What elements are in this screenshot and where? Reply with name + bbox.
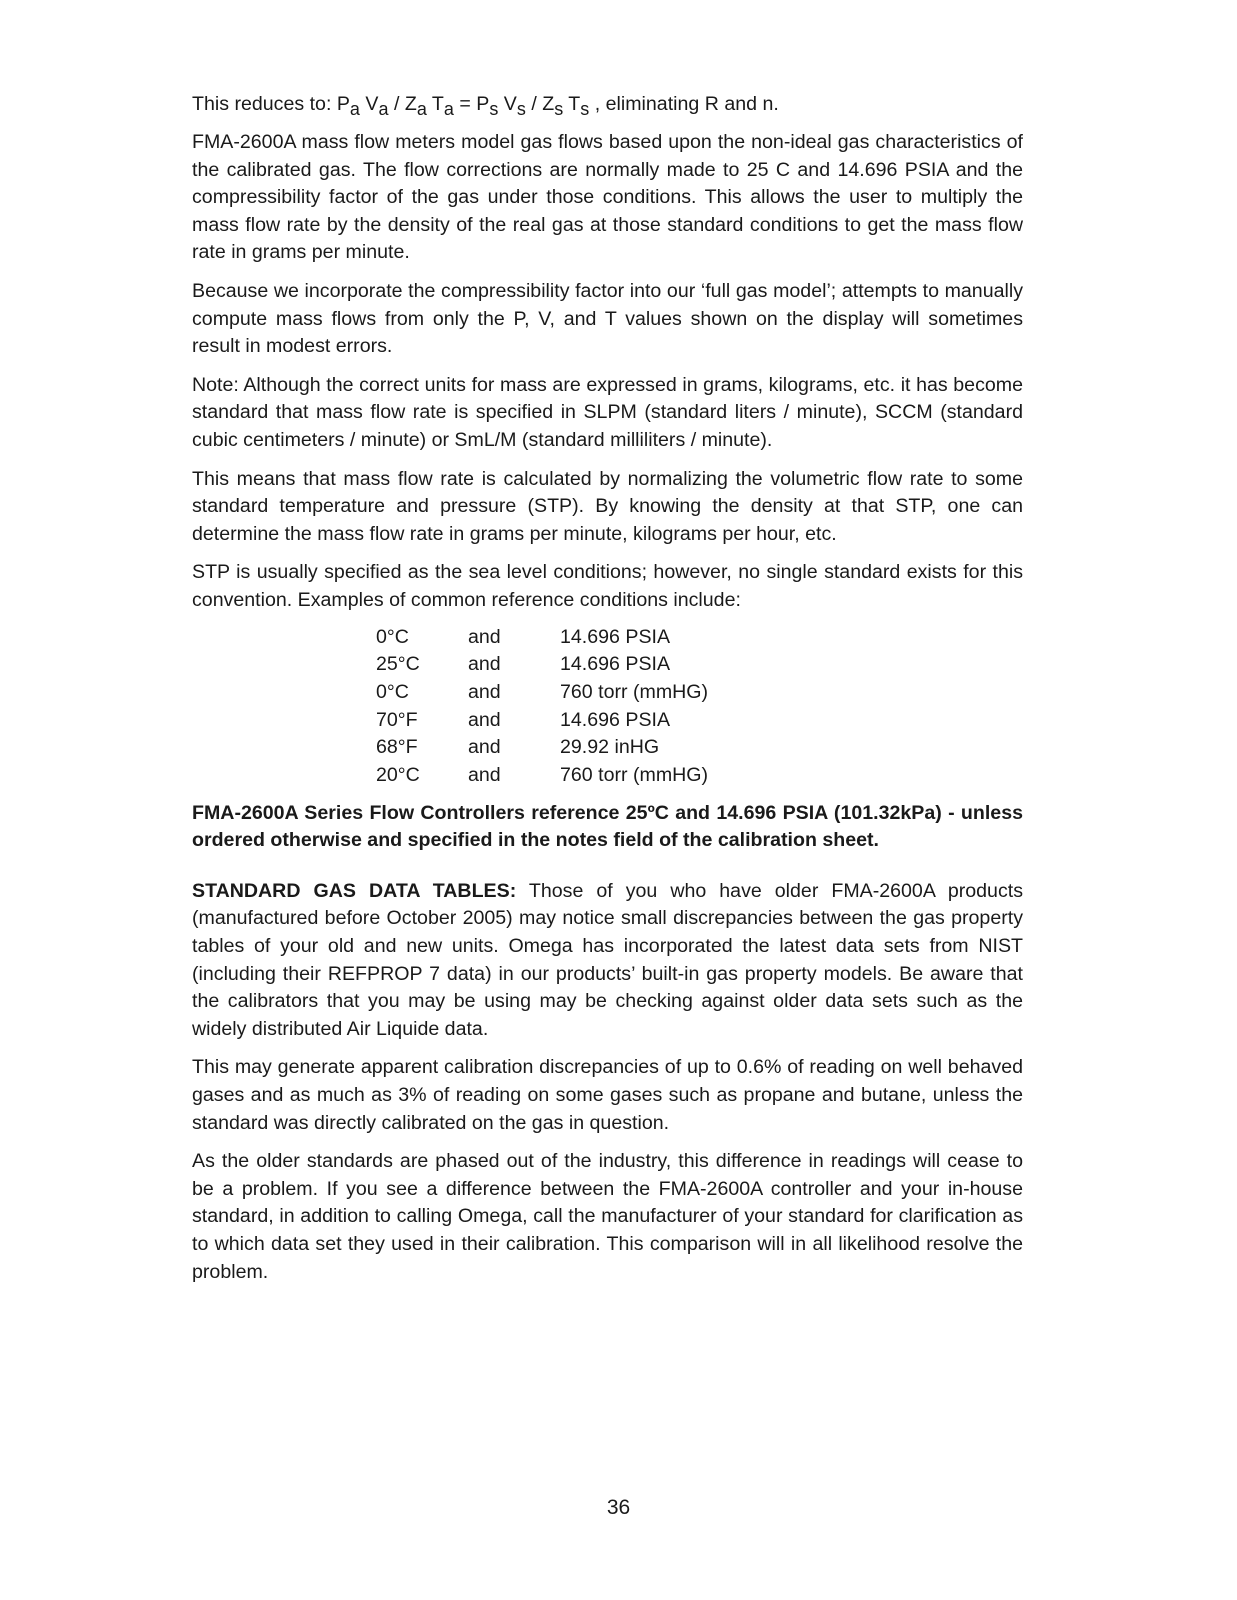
condition-pressure: 29.92 inHG bbox=[560, 736, 660, 759]
condition-and: and bbox=[468, 653, 501, 676]
condition-temperature: 70°F bbox=[376, 708, 418, 731]
table-row bbox=[376, 707, 708, 735]
formula-subscript: a bbox=[378, 99, 389, 119]
formula-suffix: , eliminating R and n. bbox=[589, 93, 779, 115]
condition-and: and bbox=[468, 736, 501, 759]
condition-pressure: 14.696 PSIA bbox=[560, 625, 671, 648]
formula-subscript: a bbox=[416, 99, 427, 119]
condition-and: and bbox=[468, 680, 501, 703]
gas-tables-heading: STANDARD GAS DATA TABLES: bbox=[192, 879, 517, 902]
table-row bbox=[376, 624, 708, 652]
formula-subscript: a bbox=[443, 99, 454, 119]
condition-pressure: 14.696 PSIA bbox=[560, 708, 671, 731]
condition-pressure: 14.696 PSIA bbox=[560, 653, 671, 676]
condition-pressure: 760 torr (mmHG) bbox=[560, 680, 709, 703]
formula-term: T bbox=[563, 93, 581, 115]
condition-and: and bbox=[468, 763, 501, 786]
formula-subscript: s bbox=[580, 99, 590, 119]
formula-subscript: a bbox=[349, 99, 360, 119]
reference-conditions-note: FMA-2600A Series Flow Controllers reference 25ºC and 14.696 PSIA (101.32kPa) - unless ordered otherwise and specified in the notes field of the calibration sheet. bbox=[192, 801, 1023, 852]
condition-temperature: 0°C bbox=[376, 625, 409, 648]
formula-prefix: This reduces to: bbox=[192, 93, 337, 115]
formula-term: P bbox=[336, 93, 350, 115]
paragraph-gas-data-tables bbox=[192, 878, 1023, 1044]
formula-subscript: s bbox=[554, 99, 564, 119]
table-row bbox=[376, 651, 708, 679]
formula-term: V bbox=[359, 93, 379, 115]
condition-temperature: 0°C bbox=[376, 680, 409, 703]
formula-line bbox=[192, 88, 1023, 120]
formula-term: / Z bbox=[525, 93, 555, 115]
paragraph-normalizing: This means that mass flow rate is calculated by normalizing the volumetric flow rate to some standard temperature and pressure (STP). By knowing the density at that STP, one can determine the mass flow rate in grams per minute, kilograms per hour, etc. bbox=[192, 467, 1023, 545]
formula-term: / Z bbox=[388, 93, 417, 115]
paragraph-units-note: Note: Although the correct units for mass are expressed in grams, kilograms, etc. it has become standard that mass flow rate is specified in SLPM (standard liters / minute), SCCM (standard cubic centimeters / minute) or SmL/M (standard milliliters / minute). bbox=[192, 373, 1023, 451]
formula-term: = P bbox=[453, 93, 490, 115]
table-row bbox=[376, 679, 708, 707]
reference-conditions-table bbox=[376, 624, 708, 790]
formula-subscript: s bbox=[489, 99, 499, 119]
condition-temperature: 25°C bbox=[376, 653, 420, 676]
table-row bbox=[376, 762, 708, 790]
document-page bbox=[192, 88, 1023, 1297]
paragraph-discrepancies: This may generate apparent calibration discrepancies of up to 0.6% of reading on well behaved gases and as much as 3% of reading on some gases such as propane and butane, unless the standard was directly calibrated on the gas in question. bbox=[192, 1056, 1023, 1134]
page-number: 36 bbox=[606, 1496, 631, 1519]
formula-term: V bbox=[498, 93, 517, 115]
condition-pressure: 760 torr (mmHG) bbox=[560, 763, 709, 786]
formula-term: T bbox=[426, 93, 444, 115]
paragraph-compressibility: Because we incorporate the compressibility factor into our ‘full gas model’; attempts to manually compute mass flows from only the P, V, and T values shown on the display will sometimes result in modest errors. bbox=[192, 279, 1023, 358]
condition-and: and bbox=[468, 708, 501, 731]
paragraph-stp: STP is usually specified as the sea level conditions; however, no single standard exists for this convention. Examples of common reference conditions include: bbox=[192, 561, 1023, 611]
table-row bbox=[376, 734, 708, 762]
condition-temperature: 20°C bbox=[376, 763, 420, 786]
condition-temperature: 68°F bbox=[376, 736, 418, 759]
gas-tables-text: Those of you who have older FMA-2600A products (manufactured before October 2005) may notice small discrepancies between the gas property tables of your old and new units. Omega has incorporated the latest data sets from NIST (including their REFPROP 7 data) in our products’ built-in gas property models. Be aware that the calibrators that you may be using may be checking against older data sets such as the widely distributed Air Liquide data. bbox=[192, 879, 1023, 1040]
paragraph-older-standards: As the older standards are phased out of the industry, this difference in readings will cease to be a problem. If you see a difference between the FMA-2600A controller and your in-house standard, in addition to calling Omega, call the manufacturer of your standard for clarification as to which data set they used in their calibration. This comparison will in all likelihood resolve the problem. bbox=[192, 1150, 1023, 1283]
paragraph-gas-model: FMA-2600A mass flow meters model gas flows based upon the non-ideal gas characteristics of the calibrated gas. The flow corrections are normally made to 25 C and 14.696 PSIA and the compressibility factor of the gas under those conditions. This allows the user to multiply the mass flow rate by the density of the real gas at those standard conditions to get the mass flow rate in grams per minute. bbox=[192, 131, 1023, 264]
formula-subscript: s bbox=[516, 99, 526, 119]
condition-and: and bbox=[468, 625, 501, 648]
